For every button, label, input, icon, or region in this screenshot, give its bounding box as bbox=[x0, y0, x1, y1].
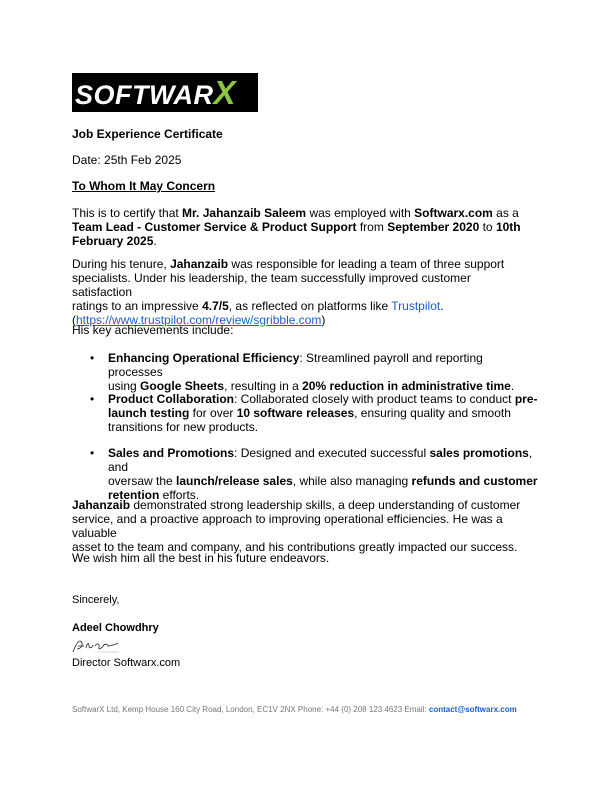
logo-wordmark: SOFTWARX bbox=[75, 74, 237, 111]
bullet-icon: • bbox=[90, 392, 95, 406]
trustpilot-url-link[interactable]: https://www.trustpilot.com/review/sgribble.com bbox=[76, 313, 322, 327]
tenure-paragraph: During his tenure, Jahanzaib was responsible for leading a team of three support specialists. Under his leadership, the team successfully improved customer satisfaction ratings to an impressive 4.7/5, as reflected on platforms like Trustpilot. (https://www.trustpilot.com/review/sgribble.com) bbox=[72, 257, 505, 327]
closing-wish: We wish him all the best in his future endeavors. bbox=[72, 551, 330, 565]
signer-title: Director Softwarx.com bbox=[72, 657, 181, 669]
salutation: To Whom It May Concern bbox=[72, 179, 216, 193]
footer-contact: SoftwarX Ltd, Kemp House 160 City Road, London, EC1V 2NX Phone: +44 (0) 208 123 4623 Email: contact@softwarx.com bbox=[72, 705, 517, 714]
trustpilot-link[interactable]: Trustpilot bbox=[391, 299, 441, 313]
achievements-intro: His key achievements include: bbox=[72, 323, 234, 337]
achievement-item: Sales and Promotions: Designed and executed successful sales promotions, and oversaw the launch/release sales, while also managing refunds and customer retention efforts. bbox=[108, 446, 538, 502]
signature-image bbox=[71, 637, 121, 655]
certificate-date: Date: 25th Feb 2025 bbox=[72, 153, 182, 167]
bullet-icon: • bbox=[90, 446, 95, 460]
intro-paragraph: This is to certify that Mr. Jahanzaib Saleem was employed with Softwarx.com as a Team Lead - Customer Service & Product Support from September 2020 to 10th February 2025. bbox=[72, 206, 521, 248]
achievement-item: Enhancing Operational Efficiency: Streamlined payroll and reporting processes using Google Sheets, resulting in a 20% reduction in administrative time. bbox=[108, 351, 515, 393]
bullet-icon: • bbox=[90, 351, 95, 365]
achievement-item: Product Collaboration: Collaborated closely with product teams to conduct pre- launch testing for over 10 software releases, ensuring quality and smooth transitions for new products. bbox=[108, 392, 538, 434]
footer-email-link[interactable]: contact@softwarx.com bbox=[428, 705, 517, 714]
summary-paragraph: Jahanzaib demonstrated strong leadership skills, a deep understanding of customer service, and a proactive approach to improving operational efficiencies. He was a valuable asset to the team and company, and his contributions greatly impacted our success. bbox=[72, 498, 521, 554]
company-logo bbox=[72, 73, 258, 112]
signoff: Sincerely, bbox=[72, 594, 120, 606]
signer-name: Adeel Chowdhry bbox=[72, 622, 159, 634]
certificate-title: Job Experience Certificate bbox=[72, 127, 223, 141]
